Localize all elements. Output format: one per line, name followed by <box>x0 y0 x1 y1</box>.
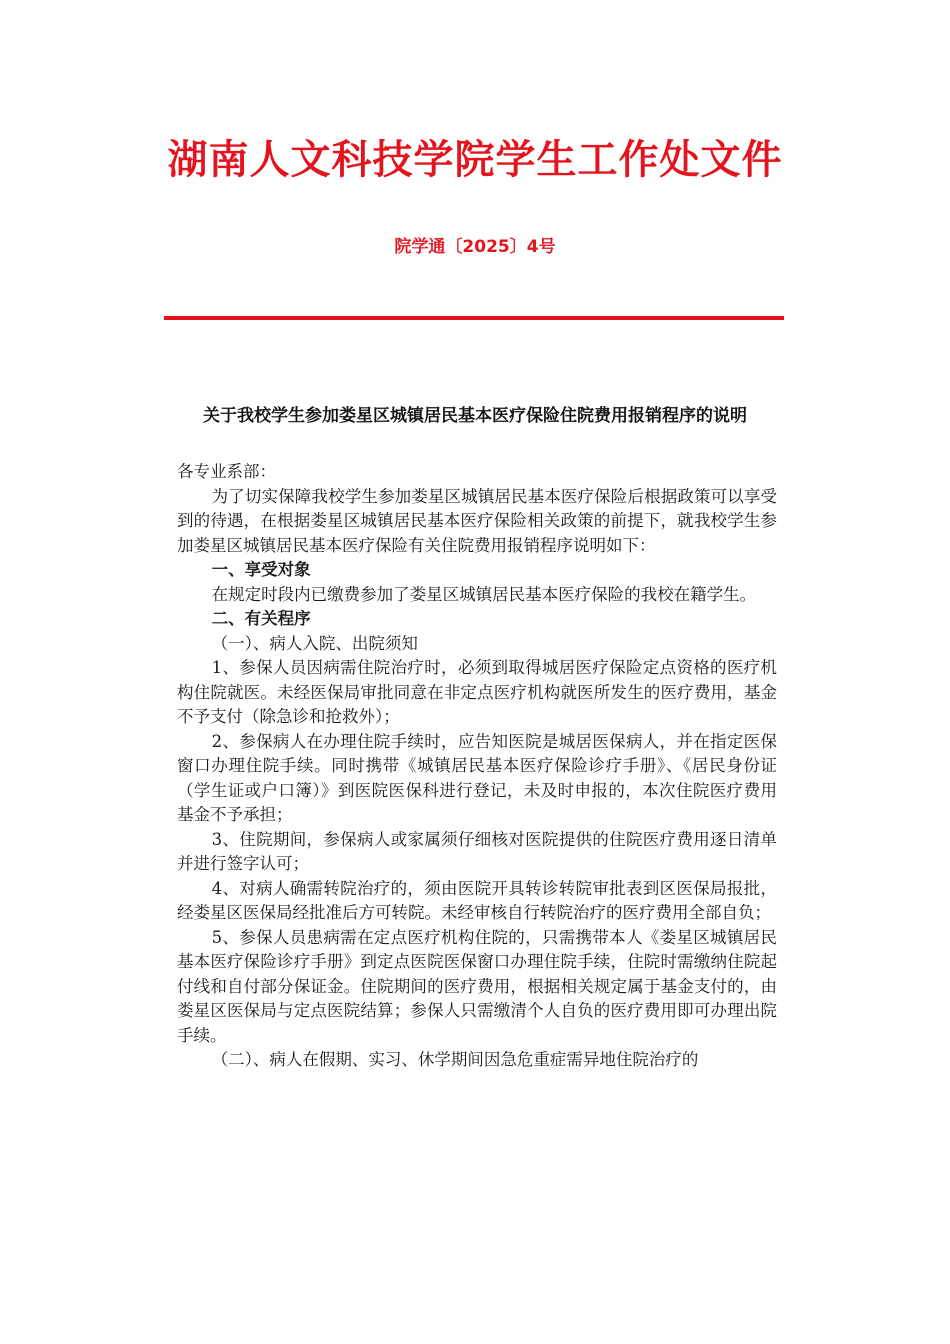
list-item-5: 5、参保人员患病需在定点医疗机构住院的，只需携带本人《娄星区城镇居民基本医疗保险诊疗手册》到定点医院医保窗口办理住院手续，住院时需缴纳住院起付线和自付部分保证金。住院期间的医疗费用，根据相关规定属于基金支付的，由娄星区医保局与定点医院结算；参保人只需缴清个人自负的医疗费用即可办理出院手续。 <box>177 927 777 1045</box>
section-heading-2: 二、有关程序 <box>211 609 311 628</box>
section-heading-1: 一、享受对象 <box>211 560 311 579</box>
salutation: 各专业系部： <box>177 462 276 481</box>
list-item-4: 4、对病人确需转院治疗的，须由医院开具转诊转院审批表到区医保局报批，经娄星区医保局经批准后方可转院。未经审核自行转院治疗的医疗费用全部自负； <box>177 878 777 922</box>
list-item-2: 2、参保病人在办理住院手续时，应告知医院是城居医保病人，并在指定医保窗口办理住院手续。同时携带《城镇居民基本医疗保险诊疗手册》、《居民身份证（学生证或户口簿）》到医院医保科进行登记，未及时申报的，本次住院医疗费用基金不予承担； <box>177 731 777 824</box>
list-item-3: 3、住院期间，参保病人或家属须仔细核对医院提供的住院医疗费用逐日清单并进行签字认可； <box>177 829 777 873</box>
subsection-heading-1: （一）、病人入院、出院须知 <box>211 633 418 653</box>
document-number: 院学通〔2025〕4号 <box>394 237 556 257</box>
document-header-title: 湖南人文科技学院学生工作处文件 <box>167 137 783 183</box>
subsection-heading-2: （二）、病人在假期、实习、休学期间因急危重症需异地住院治疗的 <box>211 1050 699 1069</box>
document-title: 关于我校学生参加娄星区城镇居民基本医疗保险住院费用报销程序的说明 <box>203 406 747 426</box>
red-divider-line <box>164 316 784 320</box>
document-body <box>177 460 777 1073</box>
section-1-text: 在规定时段内已缴费参加了娄星区城镇居民基本医疗保险的我校在籍学生。 <box>211 584 757 604</box>
list-item-1: 1、参保人员因病需住院治疗时，必须到取得城居医疗保险定点资格的医疗机构住院就医。未经医保局审批同意在非定点医疗机构就医所发生的医疗费用，基金不予支付（除急诊和抢救外）； <box>177 658 777 726</box>
intro-paragraph: 为了切实保障我校学生参加娄星区城镇居民基本医疗保险后根据政策可以享受到的待遇，在根据娄星区城镇居民基本医疗保险相关政策的前提下，就我校学生参加娄星区城镇居民基本医疗保险有关住院费用报销程序说明如下： <box>177 486 777 555</box>
